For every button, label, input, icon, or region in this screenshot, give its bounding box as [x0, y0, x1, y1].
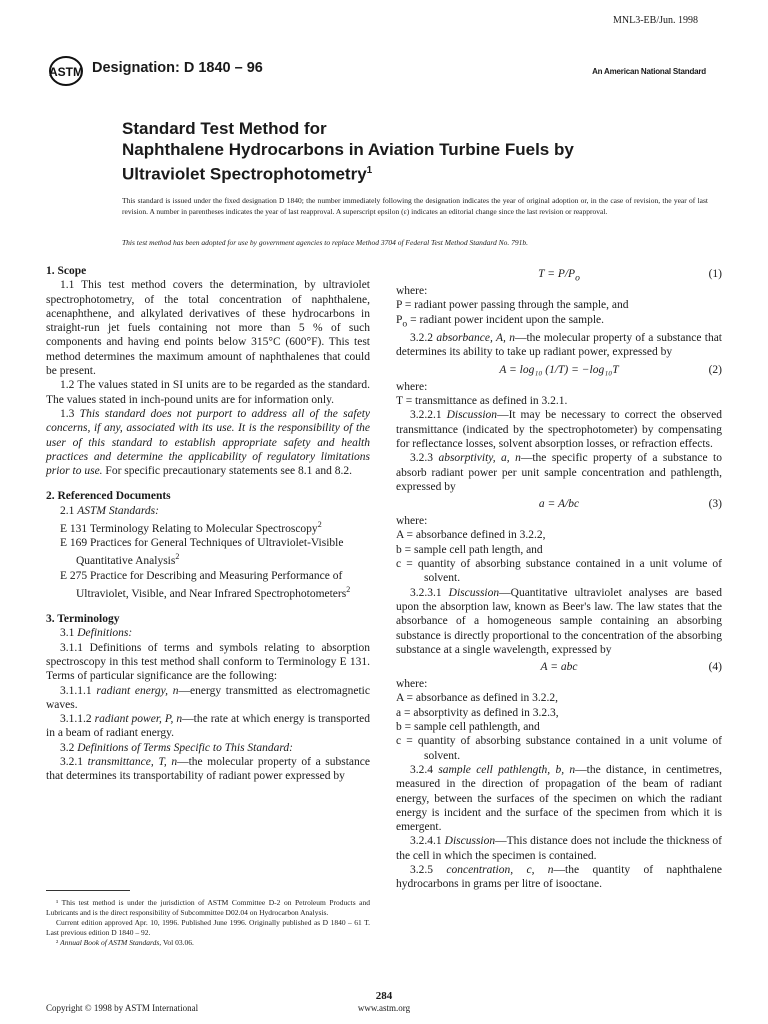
website-link[interactable]: www.astm.org [357, 1003, 411, 1013]
where-label: where: [396, 515, 428, 528]
equation-4: A = abc (4) [540, 661, 722, 674]
right-column [396, 264, 722, 892]
paragraph: 3.1.1.1 radiant energy, n—energy transmitted as electromagnetic waves. [46, 684, 370, 711]
paragraph: 1.2 The values stated in SI units are to be regarded as the standard. The values stated in inch-pound units are for information only. [46, 379, 370, 406]
adoption-note: This test method has been adopted for use by government agencies to replace Method 3704 of Federal Test Method Standard No. 791b. [122, 238, 528, 247]
paragraph: 3.2.2.1 Discussion—It may be necessary to correct the observed transmittance (indicated by the spectrophotometer) by compensating for reflectance losses, solvent absorption losses, or refraction effects. [396, 409, 722, 450]
equation-3: a = A/bc (3) [538, 498, 722, 511]
where-label: where: [396, 678, 428, 691]
where-label: where: [396, 285, 428, 297]
paragraph: 3.2.2 absorbance, A, n—the molecular property of a substance that determines its ability to take up radiant power, expressed by [396, 332, 723, 359]
section-heading: 1. Scope [46, 265, 87, 277]
paragraph: 3.2.4 sample cell pathlength, b, n—the distance, in centimetres, measured in the direction of propagation of the beam of radiant energy, between the surfaces of the specimen on which the radiant energy is incident and the surface of the specimen from which it is emergent. [396, 763, 722, 834]
page-number: 284 [375, 990, 393, 1002]
paragraph: 1.3 This standard does not purport to address all of the safety concerns, if any, associated with its use. It is the responsibility of the user of this standard to establish appropriate safety and health practices and determine the applicability of regulatory limitations prior to use. For specific precautionary statements see 8.1 and 8.2. [46, 407, 371, 478]
paragraph: 3.1.1.2 radiant power, P, n—the rate at which energy is transported in a beam of radiant energy. [46, 713, 370, 740]
equation-2: A = log₁₀ (1/T) = −log₁₀T (2) [499, 363, 722, 376]
paragraph: 3.1 Definitions: [60, 627, 133, 640]
designation: Designation: D 1840 – 96 [92, 60, 263, 76]
astm-logo [48, 55, 84, 87]
copyright: Copyright © 1998 by ASTM International [46, 1003, 199, 1013]
section-heading: 2. Referenced Documents [46, 490, 171, 503]
reference-item: E 169 Practices for General Techniques of Ultraviolet-Visible Quantitative Analysis$^2$ [60, 537, 344, 568]
footnote: ¹ This test method is under the jurisdiction of ASTM Committee D-2 on Petroleum Products and Lubricants and is the direct responsibility of Subcommittee D02.04 on Hydrocarbon Analysis. [46, 898, 370, 917]
document-id: MNL3-EB/Jun. 1998 [613, 15, 698, 26]
where-label: where: [396, 380, 428, 393]
page-title: Standard Test Method for Naphthalene Hydrocarbons in Aviation Turbine Fuels by Ultraviolet Spectrophotometry$^1$ [122, 119, 574, 184]
definition: b = sample cell pathlength, and [396, 721, 540, 734]
paragraph: 3.2 Definitions of Terms Specific to This Standard: [60, 741, 293, 754]
reference-item: E 131 Terminology Relating to Molecular Spectroscopy$^2$ [60, 520, 322, 535]
footnote: Current edition approved Apr. 10, 1996. Published June 1996. Originally published as D 1840 – 61 T. Last previous edition D 1840 – 92. [46, 918, 370, 937]
paragraph: 3.2.3.1 Discussion—Quantitative ultraviolet analyses are based upon the absorption law, known as Beer's law. The law states that the absorbance of a homogeneous sample containing an absorbing substance is directly proportional to the concentration of the absorbing substance at a single wavelength, expressed by [396, 586, 723, 656]
paragraph: 2.1 ASTM Standards: [60, 504, 159, 517]
paragraph: 3.2.1 transmittance, T, n—the molecular property of a substance that determines its transportability of radiant power expressed by [46, 755, 370, 783]
definition: b = sample cell path length, and [396, 543, 543, 556]
footnote: ² Annual Book of ASTM Standards, Vol 03.06. [56, 938, 194, 947]
definition: T = transmittance as defined in 3.2.1. [396, 395, 568, 408]
preamble: This standard is issued under the fixed designation D 1840; the number immediately following the designation indicates the year of original adoption or, in the case of revision, the year of last revision. A number in parentheses indicates the year of last reapproval. A superscript epsilon (ε) indicates an editorial change since the last revision or reapproval. [122, 196, 708, 216]
left-column [46, 264, 370, 784]
definition: c = quantity of absorbing substance contained in a unit volume of solvent. [396, 558, 722, 585]
definition: $P_o$ = radiant power incident upon the sample. [396, 313, 605, 329]
definition: A = absorbance as defined in 3.2.2, [396, 692, 559, 705]
footnote-divider [46, 890, 130, 891]
paragraph: 3.1.1 Definitions of terms and symbols relating to absorption spectroscopy in this test method shall conform to Terminology E 131. Terms of particular significance are the following: [46, 641, 370, 683]
paragraph: 3.2.4.1 Discussion—This distance does not include the thickness of the cell in which the specimen is contained. [396, 835, 722, 862]
definition: A = absorbance defined in 3.2.2, [396, 529, 546, 542]
definition: a = absorptivity as defined in 3.2.3, [396, 706, 559, 719]
paragraph: 3.2.3 absorptivity, a, n—the specific property of a substance to absorb radiant power per unit sample concentration and pathlength, expressed by [396, 452, 722, 493]
equation-1: $T = P/P_o$ (1) [538, 268, 722, 284]
definition: c = quantity of absorbing substance contained in a unit volume of solvent. [396, 735, 722, 762]
section-heading: 3. Terminology [46, 613, 120, 626]
definition: P = radiant power passing through the sample, and [396, 299, 629, 312]
paragraph: 3.2.5 concentration, c, n—the quantity of naphthalene hydrocarbons in grams per litre of isooctane. [396, 863, 722, 891]
svg-text:ASTM: ASTM [49, 65, 83, 79]
reference-item: E 275 Practice for Describing and Measuring Performance of Ultraviolet, Visible, and Near Infrared Spectrophotometers$^2$ [60, 569, 351, 600]
paragraph: 1.1 This test method covers the determination, by ultraviolet spectrophotometry, of the total concentration of naphthalene, acenaphthene, and alkylated derivatives of these hydrocarbons in straight-run jet fuels containing not more than 5 % of such components and having end points below 315°C (600°F). This test method determines the maximum amount of naphthalenes that could be present. [46, 279, 370, 378]
national-standard-label: An American National Standard [592, 67, 706, 76]
footnotes [46, 898, 370, 948]
